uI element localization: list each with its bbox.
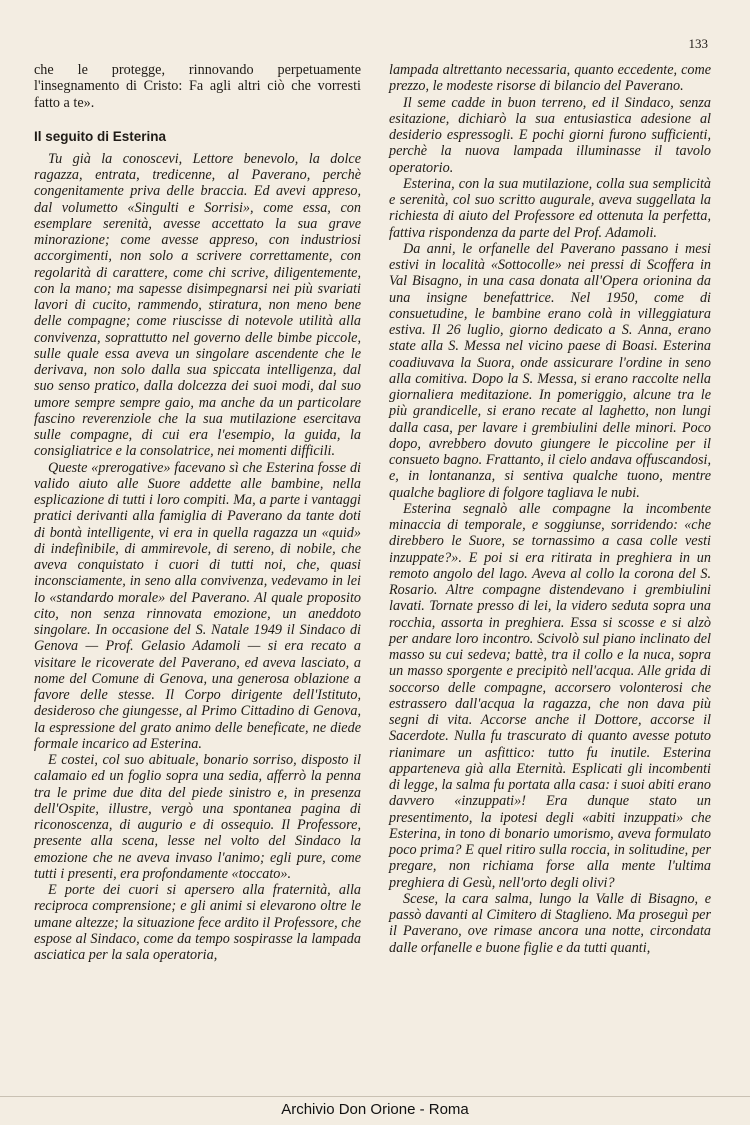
right-column (389, 62, 711, 956)
paragraph: E porte dei cuori si apersero alla fraternità, alla reciproca comprensione; e gli animi si elevarono oltre le umane altezze; la situazione fece ardito il Professore, che espose al Sindaco, come da tempo sospirasse la lampada asciatica per la sala operatoria, (34, 882, 361, 963)
paragraph: Esterina segnalò alle compagne la incombente minaccia di temporale, e soggiunse, sorridendo: «che direbbero le Suore, se tornassimo a casa colle vesti inzuppate?». E poi si era ritirata in preghiera in un remoto angolo del lago. Aveva al collo la corona del S. Rosario. Altre compagne distendevano i grembiulini lavati. Tornate presso di lei, la videro seduta sopra una rocchia, assorta in preghiera. Essa si scosse e si alzò per andare loro incontro. Scivolò sul piano inclinato del masso su cui sedeva; battè, tra il collo e la nuca, sopra un masso sporgente e precipitò nell'acqua. Alle grida di soccorso delle compagne, accorsero volonterosi che estrassero dall'acqua la ragazza, che non dava più segni di vita. Accorse anche il Dottore, accorse il Sacerdote. Nulla fu trascurato di quanto avesse potuto rianimare un asfittico: tutto fu inutile. Esterina apparteneva già alla Eternità. Esplicati gli incombenti di legge, la salma fu portata alla casa: i suoi abiti erano davvero «inzuppati»! Era dunque stato un presentimento, la ipotesi degli «abiti inzuppati» che Esterina, in tono di bonario umorismo, aveva formulato poco prima? E quel ritiro sulla roccia, in solitudine, per pregare, non richiama forse alla mente l'ultima preghiera di Gesù, nell'orto degli olivi? (389, 500, 711, 891)
footer-divider (0, 1096, 750, 1097)
paragraph: Queste «prerogative» facevano sì che Esterina fosse di valido aiuto alle Suore addette alle bambine, nella esplicazione di tutti i loro compiti. Ma, a parte i vantaggi pratici derivanti alla famiglia di Paverano da tante doti di bontà intelligente, vi era in quella ragazza un «quid» di indefinibile, di ammirevole, di sereno, di nobile, che aveva conquistato i cuori di tutti noi, che, quasi inconsciamente, in seno alla convivenza, vedevamo in lei lo «standardo morale» del Paverano. Al quale proposito cito, non senza rinnovata emozione, un aneddoto singolare. In occasione del S. Natale 1949 il Sindaco di Genova — Prof. Gelasio Adamoli — si era recato a visitare le ricoverate del Paverano, ed aveva lasciato, a nome del Comune di Genova, una generosa oblazione a favore delle stesse. Il Corpo dirigente dell'Istituto, desideroso che giungesse, al Primo Cittadino di Genova, la espressione del grato animo delle beneficate, ne diede formale incarico ad Esterina. (34, 459, 361, 752)
paragraph: Da anni, le orfanelle del Paverano passano i mesi estivi in località «Sottocolle» nei pressi di Scoffera in Val Bisagno, in una casa donata all'Opera orionina da una insigne benefattrice. Nel 1950, come di consuetudine, le bambine erano colà in villeggiatura estiva. Il 26 luglio, giorno dedicato a S. Anna, erano state alla S. Messa nel vicino paese di Boasi. Esterina coadiuvava la Suora, onde assicurare l'ordine in seno alla comitiva. Dopo la S. Messa, si erano raccolte nella giornaliera meditazione. In pomeriggio, alcune tra le più grandicelle, si erano recate al laghetto, non lungi dalla casa, per lavare i grembiulini delle minori. Poco dopo, avrebbero dovuto giungere le piccoline per il consueto bagno. Frattanto, il cielo andava offuscandosi, e, in lontananza, si sentiva qualche tuono, mentre qualche bagliore di folgore tagliava le nubi. (389, 240, 711, 501)
page-number: 133 (688, 36, 708, 51)
paragraph: Esterina, con la sua mutilazione, colla sua semplicità e serenità, col suo scritto augurale, aveva suggellata la richiesta di aiuto del Professore ed ottenuta la perfetta, fattiva rispondenza da parte del Prof. Adamoli. (389, 175, 711, 241)
paragraph: Tu già la conoscevi, Lettore benevolo, la dolce ragazza, entrata, tredicenne, al Paverano, perchè congenitamente priva delle braccia. Ed avevi appreso, dal volumetto «Singulti e Sorrisi», come essa, con esemplare serenità, avesse accettato la sua grave minorazione; come avesse appreso, con industriosi accorgimenti, non solo a scrivere correttamente, con regolarità di carattere, come chi scrive, diligentemente, con la mano; ma sapesse disimpegnarsi nei più svariati lavori di cucito, rammendo, stiratura, non meno bene delle compagne; come riuscisse di notevole utilità alla convivenza, soprattutto nel governo delle bimbe piccole, sulle quale essa aveva un singolare ascendente che le derivava, non solo dalla sua spiccata intelligenza, dal suo senso pratico, dalla dolcezza dei suoi modi, dal suo umore sempre sempre gaio, ma anche da un particolare fascino reverenziole che la sua mutilazione esercitava sulle compagne, di cui era l'esempio, la guida, la consigliatrice e la consolatrice, nei momenti difficili. (34, 150, 361, 460)
archive-footer: Archivio Don Orione - Roma (281, 1101, 469, 1118)
paragraph: E costei, col suo abituale, bonario sorriso, disposto il calamaio ed un foglio sopra una sedia, afferrò la penna tra le prime due dita del piede sinistro e, in presenza dell'Ospite, illustre, vergò una spontanea pagina di riconoscenza, di augurio e di ossequio. Il Professore, presente alla scena, lesse nel volto del Sindaco la emozione che ne aveva invaso l'animo; egli pure, come tutti i presenti, era profondamente «toccato». (34, 752, 361, 882)
section-heading: Il seguito di Esterina (34, 128, 167, 144)
paragraph: Scese, la cara salma, lungo la Valle di Bisagno, e passò davanti al Cimitero di Staglieno. Ma proseguì per il Paverano, ove rimase ancora una notte, circondata dalle orfanelle e buone figlie e da tutti quanti, (389, 890, 711, 956)
paragraph: Il seme cadde in buon terreno, ed il Sindaco, senza esitazione, dichiarò la sua entusiastica adesione al desiderio espressogli. E pochi giorni furono sufficienti, perchè la nuova lampada illuminasse il tavolo operatorio. (389, 94, 711, 176)
intro-paragraph: che le protegge, rinnovando perpetuamente l'insegnamento di Cristo: Fa agli altri ciò che vorresti fatto a te». (34, 62, 361, 111)
paragraph: lampada altrettanto necessaria, quanto eccedente, come prezzo, le modeste risorse di bilancio del Paverano. (389, 62, 711, 95)
left-column (34, 62, 361, 963)
